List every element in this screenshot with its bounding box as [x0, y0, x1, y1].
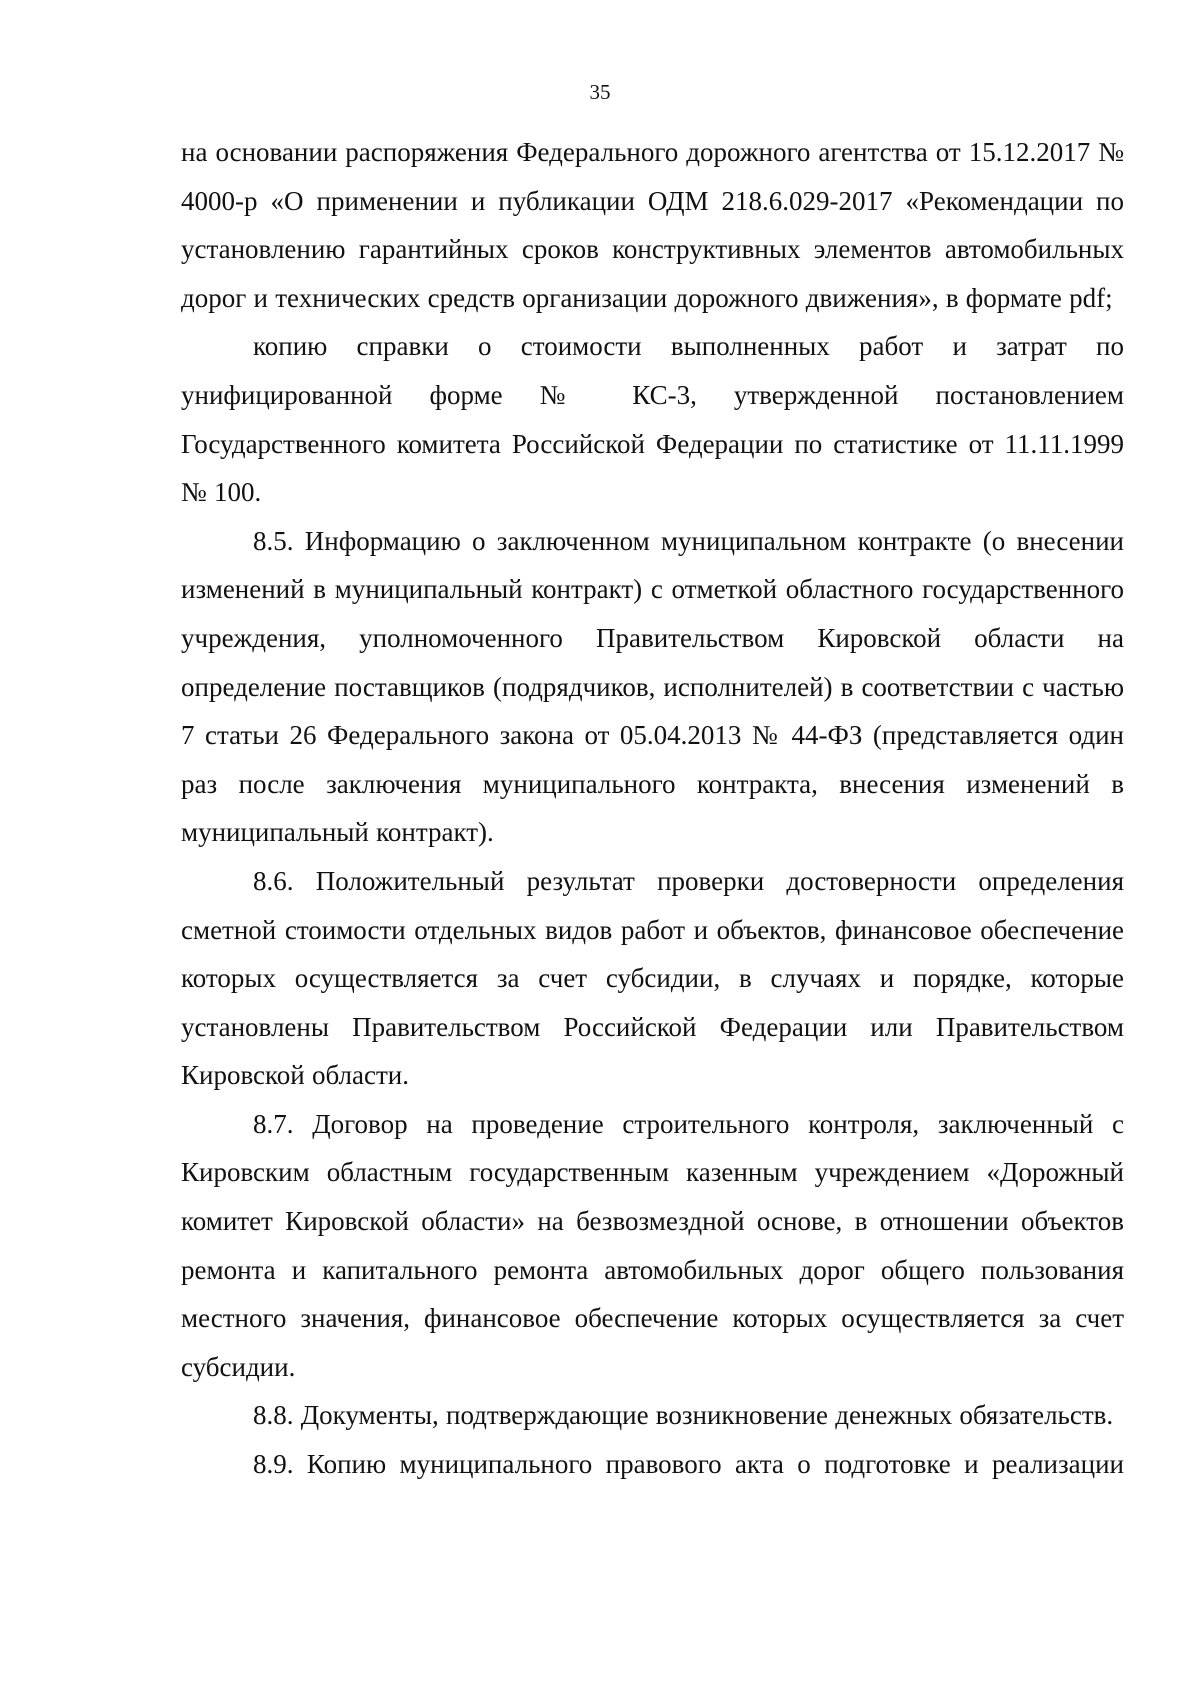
page-number: 35	[589, 80, 611, 104]
paragraph-8-8: 8.8. Документы, подтверждающие возникновение денежных обязательств.	[253, 1400, 1114, 1431]
paragraph-ks3-copy: копию справки о стоимости выполненных работ и затрат по унифицированной форме № КС-3, утвержденной постановлением Государственного комитета Российской Федерации по статистике от 11.11.1999 № 100.	[181, 331, 1124, 508]
paragraph-8-9: 8.9. Копию муниципального правового акта о подготовке и реализации	[253, 1449, 1124, 1480]
document-body	[181, 128, 1124, 1489]
paragraph-odm-reference: на основании распоряжения Федерального дорожного агентства от 15.12.2017 № 4000-р «О применении и публикации ОДМ 218.6.029-2017 «Рекомендации по установлению гарантийных сроков конструктивных элементов автомобильных дорог и технических средств организации дорожного движения», в формате pdf;	[181, 137, 1124, 313]
paragraph-8-5: 8.5. Информацию о заключенном муниципальном контракте (о внесении изменений в муниципальный контракт) с отметкой областного государственного учреждения, уполномоченного Правительством Кировской области на определение поставщиков (подрядчиков, исполнителей) в соответствии с частью 7 статьи 26 Федерального закона от 05.04.2013 № 44-ФЗ (представляется один раз после заключения муниципального контракта, внесения изменений в муниципальный контракт).	[181, 525, 1124, 848]
paragraph-8-6: 8.6. Положительный результат проверки достоверности определения сметной стоимости отдельных видов работ и объектов, финансовое обеспечение которых осуществляется за счет субсидии, в случаях и порядке, которые установлены Правительством Российской Федерации или Правительством Кировской области.	[181, 865, 1124, 1091]
paragraph-8-7: 8.7. Договор на проведение строительного контроля, заключенный с Кировским областным государственным казенным учреждением «Дорожный комитет Кировской области» на безвозмездной основе, в отношении объектов ремонта и капитального ремонта автомобильных дорог общего пользования местного значения, финансовое обеспечение которых осуществляется за счет субсидии.	[181, 1108, 1124, 1382]
